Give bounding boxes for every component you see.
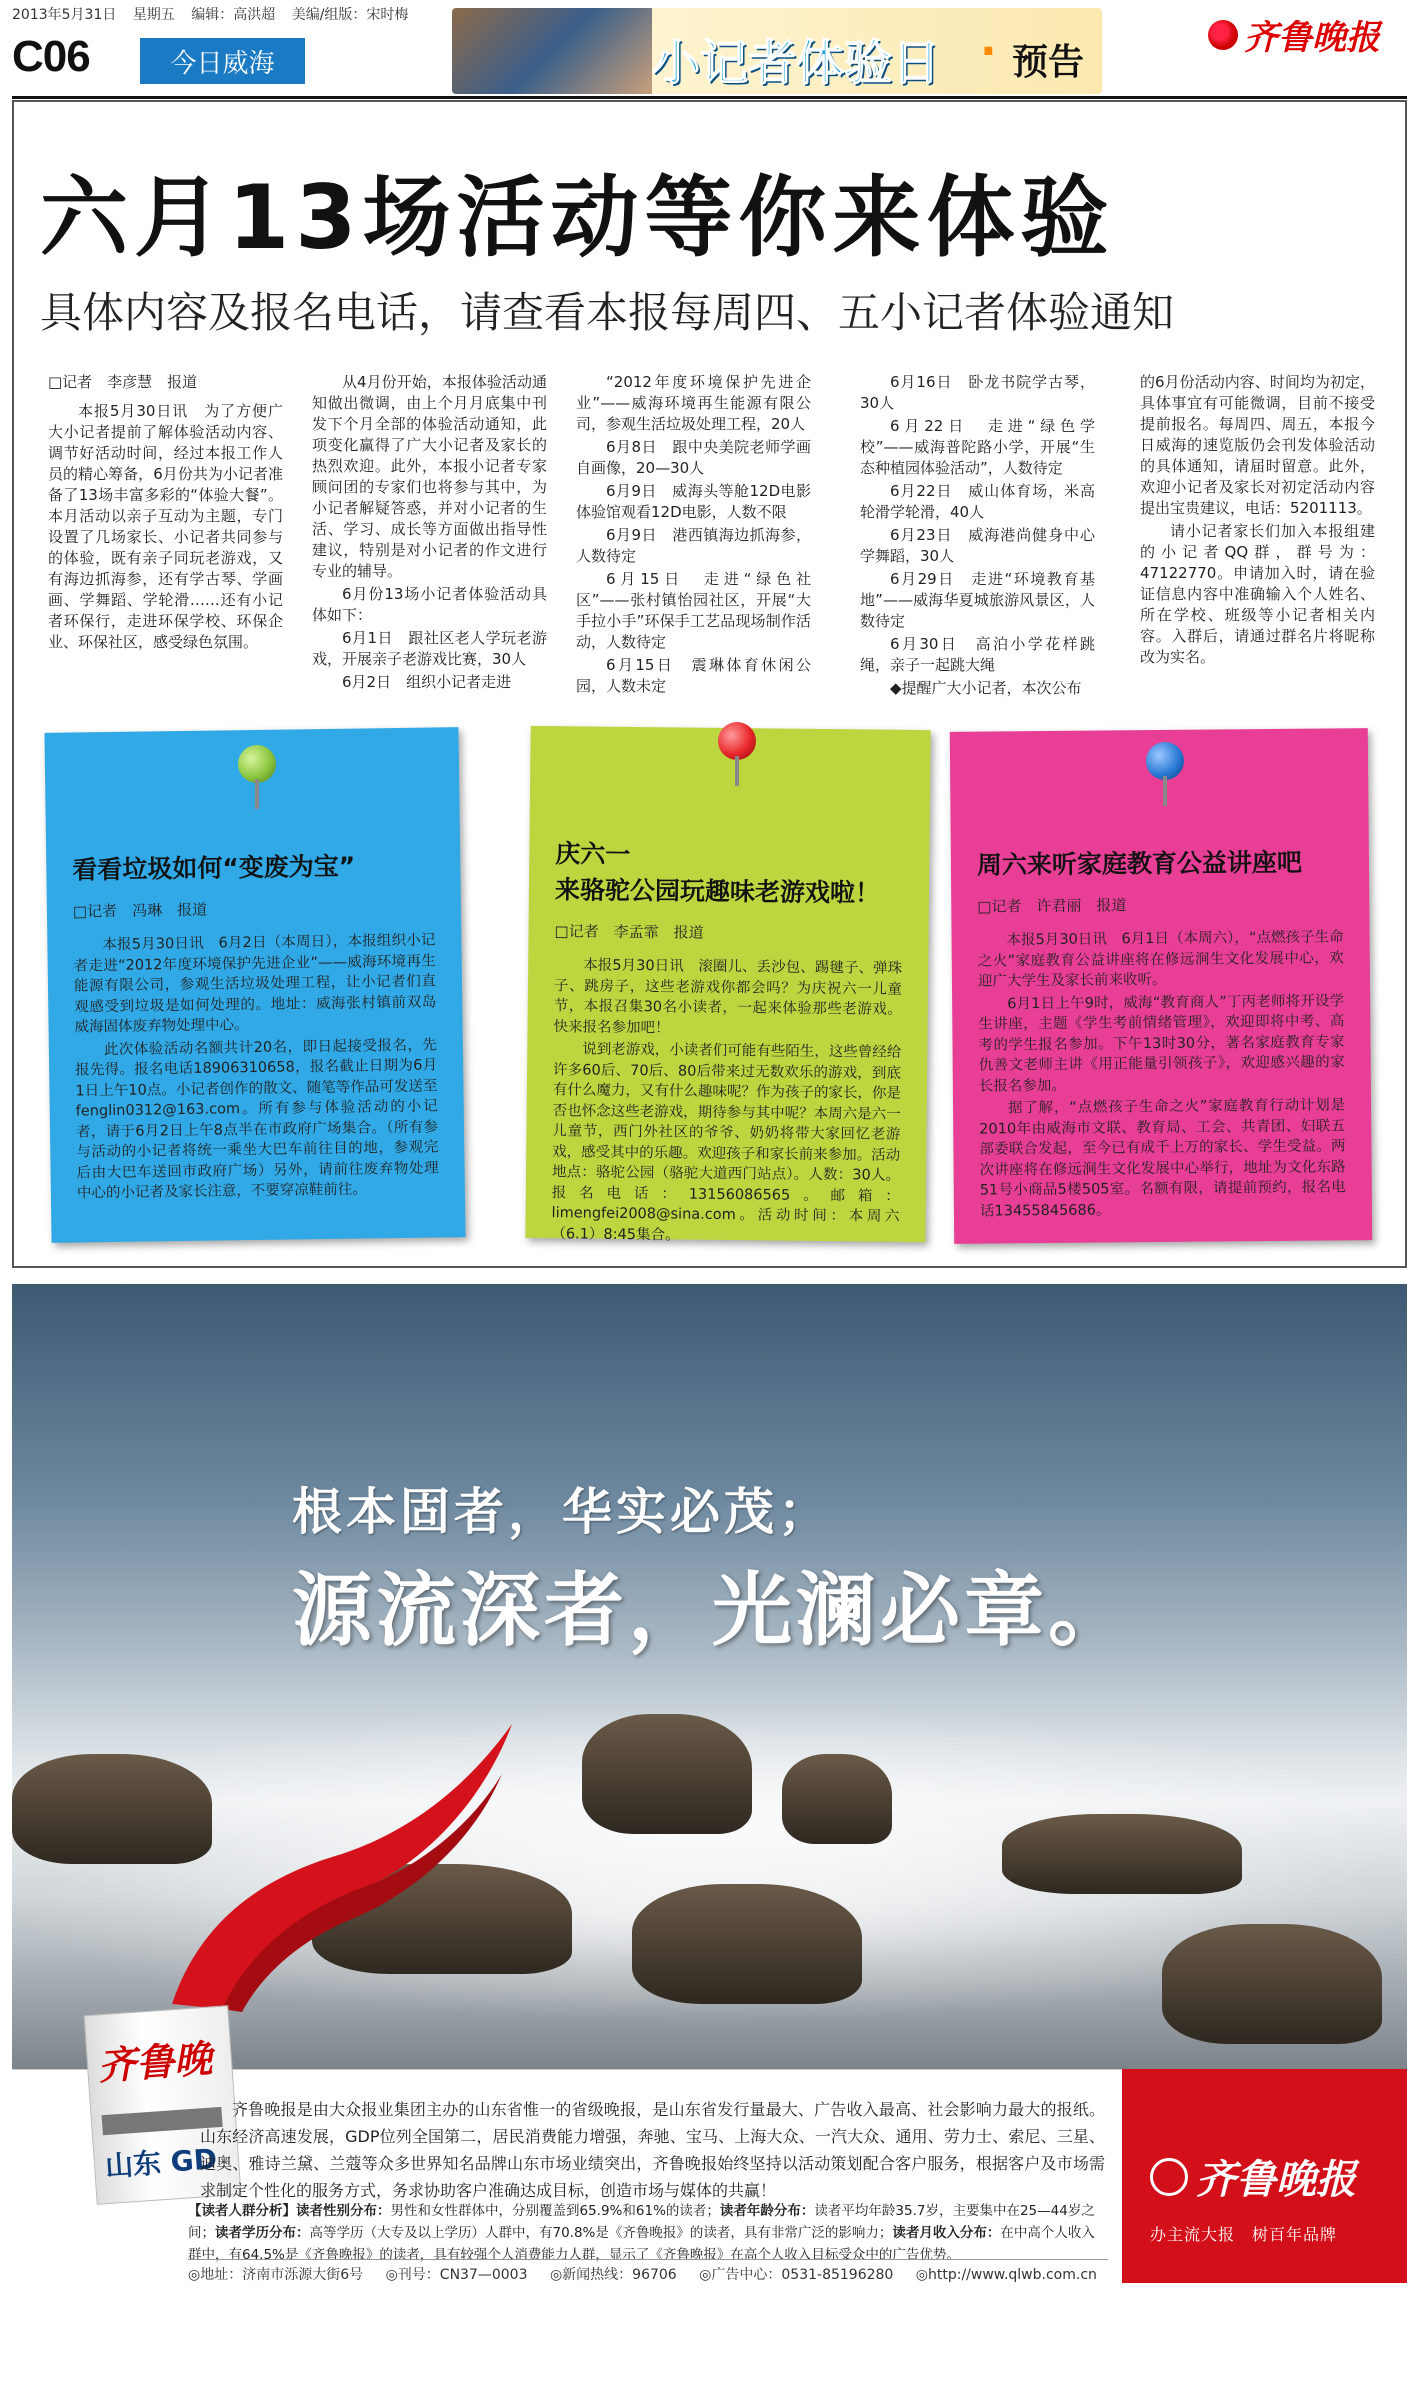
column-paragraph: 6月23日 威海港尚健身中心学舞蹈，30人 [860,526,1095,565]
editor-credit: 编辑：高洪超 [191,7,276,23]
column-paragraph: 6月22日 威山体育场，米高轮滑学轮滑，40人 [860,482,1095,521]
column-paragraph: 请小记者家长们加入本报组建的小记者QQ群，群号为：47122770。申请加入时，请在验证信息内容中准确输入个人姓名、所在学校、班级等小记者相关内容。入群后，请通过群名片将昵称改为实名。 [1140,522,1375,666]
note-paragraph: 此次体验活动名额共计20名，即日起接受报名，先报先得。报名电话18906310658，报名截止日期为6月1日上午10点。小记者创作的散文、随笔等作品可发送至fenglin0312@163.com。所有参与体验活动的小记者，请于6月2日上午8点半在市政府广场集合。（所有参与活动的小记者将统一乘坐大巴车前往目的地，参观完后由大巴车送回市政府广场）另外，请前往废弃物处理中心的小记者及家长注意，不要穿凉鞋前往。 [75,1036,439,1202]
brand-wordmark: 齐鲁晚报 [1196,2156,1356,2203]
reader-gender-label: 读者性别分布： [296,2203,391,2219]
paper-headline-text: 山东 GD [104,2142,219,2184]
column-paragraph: 6月2日 组织小记者走进 [342,673,512,691]
brand-emblem-icon [1150,2158,1188,2196]
note-body [551,955,902,1248]
note-paragraph: 本报5月30日讯 6月2日（本周日），本报组织小记者走进“2012年度环境保护先进企业”——威海环境再生能源有限公司，参观生活垃圾处理工程，让小记者们直观感受到垃圾是如何处理的。地址：威海张村镇前双岛威海固体废弃物处理中心。 [73,932,437,1036]
issue-date: 2013年5月31日 [12,7,117,23]
ad-footer [188,2259,1108,2284]
article-subhead: 具体内容及报名电话，请查看本报每周四、五小记者体验通知 [40,288,1175,337]
reader-edu-text: 高等学历（大专及以上学历）人群中，有70.8%是《齐鲁晚报》的读者，具有非常广泛的影响力； [309,2225,893,2241]
masthead-meta [12,4,420,24]
reader-age-text: 读者平均年龄35.7岁，主要集中在25—44岁之间； [188,2203,1095,2241]
column-paragraph: 6月16日 卧龙书院学古琴，30人 [860,373,1095,412]
ad-slogan-line2: 源流深者，光澜必章。 [292,1563,1132,1657]
brand-logo [1150,2148,1356,2205]
note-old-games [525,726,930,1242]
note-title: 看看垃圾如何“变废为宝” [72,851,356,885]
advertisement-image [12,1284,1407,2069]
page-code: C06 [12,32,90,81]
column-paragraph: 6月1日 跟社区老人学玩老游戏，开展亲子老游戏比赛，30人 [312,629,547,668]
ad-slogan-line1: 根本固者，华实必茂； [292,1482,832,1541]
push-pin-icon [718,722,756,760]
push-pin-icon [1146,742,1184,780]
note-byline: □记者 冯琳 报道 [72,900,208,921]
note-paragraph: 据了解，“点燃孩子生命之火”家庭教育行动计划是2010年由威海市文联、教育局、工会、共青团、妇联五部委联合发起，至今已有成千上万的家长、学生受益。两次讲座将在修远涧生文化发展中心举行，地址为文化东路51号小商品5楼505室。名额有限，请提前预约，报名电话13455845686。 [979,1097,1346,1220]
article-column-3 [576,372,811,699]
designer-credit: 美编/组版：宋时梅 [291,7,409,23]
footer-ad-center: ◎广告中心：0531-85196280 [699,2267,894,2283]
column-paragraph: 6月29日 走进“环境教育基地”——威海华夏城旅游风景区，人数待定 [860,570,1095,630]
newspaper-logo [1208,10,1380,59]
reader-age-label: 读者年龄分布： [719,2203,815,2219]
reader-analysis [188,2200,1103,2266]
reader-income-text: 在中高个人收入群中，有64.5%是《齐鲁晚报》的读者，具有较强个人消费能力人群，显示了《齐鲁晚报》在高个人收入目标受众中的广告优势。 [188,2225,1095,2263]
ad-intro-paragraph: 齐鲁晚报是由大众报业集团主办的山东省惟一的省级晚报，是山东省发行量最大、广告收入最高、社会影响力最大的报纸。山东经济高速发展，GDP位列全国第二，居民消费能力增强，奔驰、宝马、上海大众、一汽大众、通用、劳力士、索尼、三星、迪奥、雅诗兰黛、兰蔻等众多世界知名品牌山东市场业绩突出，齐鲁晚报始终坚持以活动策划配合客户服务，根据客户及市场需求制定个性化的服务方式，务求协助客户准确达成目标，创造市场与媒体的共赢！ [200,2100,1105,2200]
note-body [73,930,439,1204]
logo-wordmark: 齐鲁晚报 [1244,18,1380,58]
note-byline: □记者 许君丽 报道 [977,896,1127,916]
article-byline: □记者 李彦慧 报道 [48,373,198,391]
footer-address: ◎地址：济南市泺源大街6号 [188,2267,364,2283]
ad-rock [782,1754,892,1844]
article-column-1 [48,372,283,655]
article-column-2 [312,372,547,695]
reader-gender-text: 男性和女性群体中，分别覆盖到65.9%和61%的读者； [390,2203,720,2219]
article-headline: 六月13场活动等你来体验 [40,166,1115,269]
ad-intro [200,2096,1105,2204]
feature-banner [452,8,1102,94]
column-paragraph: 6月30日 高泊小学花样跳绳，亲子一起跳大绳 [860,635,1095,674]
brand-slogan: 办主流大报 树百年品牌 [1150,2225,1338,2244]
column-paragraph: 的6月份活动内容、时间均为初定，具体事宜有可能微调，目前不接受提前报名。每周四、周五，本报今日威海的速览版仍会刊发体验活动的具体通知，请届时留意。此外，欢迎小记者及家长对初定活动内容提出宝贵建议，电话：5201113。 [1140,373,1375,517]
push-pin-icon [238,745,276,783]
banner-subtitle: 预告 [1012,42,1085,83]
note-byline: □记者 李孟霏 报道 [554,922,704,942]
banner-title: 小记者体验日 [652,35,941,91]
column-paragraph: 本报5月30日讯 为了方便广大小记者提前了解体验活动内容、调节好活动时间，经过本报工作人员的精心筹备，6月份共为小记者准备了13场丰富多彩的“体验大餐”。本月活动以亲子互动为主题，专门设置了几场家长、小记者共同参与的体验，既有亲子同玩老游戏，又有海边抓海参，还有学古琴、学画画、学舞蹈、学轮滑……还有小记者环保行，走进环保学校、环保企业、环保社区，感受绿色氛围。 [48,402,283,651]
reader-income-label: 读者月收入分布： [892,2225,1001,2241]
column-paragraph: 6月22日 走进“绿色学校”——威海普陀路小学，开展“生态种植园体验活动”，人数待定 [860,417,1095,477]
column-paragraph: 6月9日 威海头等舱12D电影体验馆观看12D电影，人数不限 [576,482,811,521]
banner-photo [452,8,652,94]
column-paragraph: 6月份13场小记者体验活动具体如下： [312,585,547,624]
red-ribbon-icon [162,1714,522,2014]
note-paragraph: 6月1日上午9时，威海“教育商人”丁丙老师将开设学生讲座，主题《学生考前情绪管理》，欢迎即将中考、高考的学生报名参加。下午13时30分，著名家庭教育专家仇善文老师主讲《用正能量引领孩子》，欢迎感兴趣的家长报名参加。 [978,992,1345,1095]
logo-emblem-icon [1208,20,1238,50]
banner-separator: · [980,26,997,77]
section-tab: 今日威海 [140,38,305,84]
column-paragraph: 6月9日 港西镇海边抓海参，人数待定 [576,526,811,565]
column-paragraph: 6月15日 走进“绿色社区”——张村镇怡园社区，开展“大手拉小手”环保手工艺品现场制作活动，人数待定 [576,570,811,651]
footer-hotline: ◎新闻热线：96706 [549,2267,677,2283]
footer-issn: ◎刊号：CN37—0003 [385,2267,528,2283]
column-paragraph: ◆提醒广大小记者，本次公布 [890,679,1082,697]
article-column-4 [860,372,1095,701]
paper-logo-text: 齐鲁晚 [96,2035,214,2089]
ad-rock [1002,1814,1242,1894]
column-paragraph: 6月15日 震琳体育休闲公园，人数未定 [576,656,811,695]
note-paragraph: 本报5月30日讯 滚圈儿、丢沙包、踢毽子、弹珠子、跳房子，这些老游戏你都会吗？为庆祝六一儿童节，本报召集30名小读者，一起来体验那些老游戏。快来报名参加吧！ [553,957,903,1036]
ad-rock [582,1714,752,1834]
note-body [978,927,1347,1221]
ad-rock [1162,1924,1382,2044]
note-title: 庆六一 来骆驼公园玩趣味老游戏啦！ [554,839,881,908]
issue-weekday: 星期五 [132,7,175,23]
ad-rock [632,1884,862,2004]
article-column-5 [1140,372,1375,670]
masthead-rule [12,96,1407,99]
column-paragraph: 从4月份开始，本报体验活动通知做出微调，由上个月月底集中刊发下个月全部的体验活动通知，此项变化赢得了广大小记者及家长的热烈欢迎。此外，本报小记者专家顾问团的专家们也将参与其中，为小记者解疑答惑，并对小记者的生活、学习、成长等方面做出指导性建议，特别是对小记者的作文进行专业的辅导。 [312,373,547,580]
reader-analysis-label: 【读者人群分析】 [188,2203,296,2219]
note-paragraph: 说到老游戏，小读者们可能有些陌生，这些曾经给许多60后、70后、80后带来过无数欢乐的游戏，到底有什么魔力，又有什么趣味呢？作为孩子的家长，你是否也怀念这些老游戏，期待参与其中呢？本周六是六一儿童节，西门外社区的爷爷、奶奶将带大家回忆老游戏，感受其中的乐趣。欢迎孩子和家长前来参加。活动地点：骆驼公园（骆驼大道西门站点）。人数：30人。报名电话：13156086565。邮箱：limengfei2008@sina.com。活动时间：本周六（6.1）8:45集合。 [551,1041,902,1244]
note-family-lecture [950,728,1372,1244]
footer-website: ◎http://www.qlwb.com.cn [915,2267,1097,2283]
column-paragraph: 6月8日 跟中央美院老师学画自画像，20—30人 [576,438,811,477]
note-title: 周六来听家庭教育公益讲座吧 [976,847,1303,880]
column-paragraph: “2012年度环境保护先进企业”——威海环境再生能源有限公司，参观生活垃圾处理工程，20人 [576,373,811,433]
note-paragraph: 本报5月30日讯 6月1日（本周六），“点燃孩子生命之火”家庭教育公益讲座将在修远涧生文化发展中心，欢迎广大学生及家长前来收听。 [977,929,1344,990]
reader-edu-label: 读者学历分布： [215,2225,310,2241]
